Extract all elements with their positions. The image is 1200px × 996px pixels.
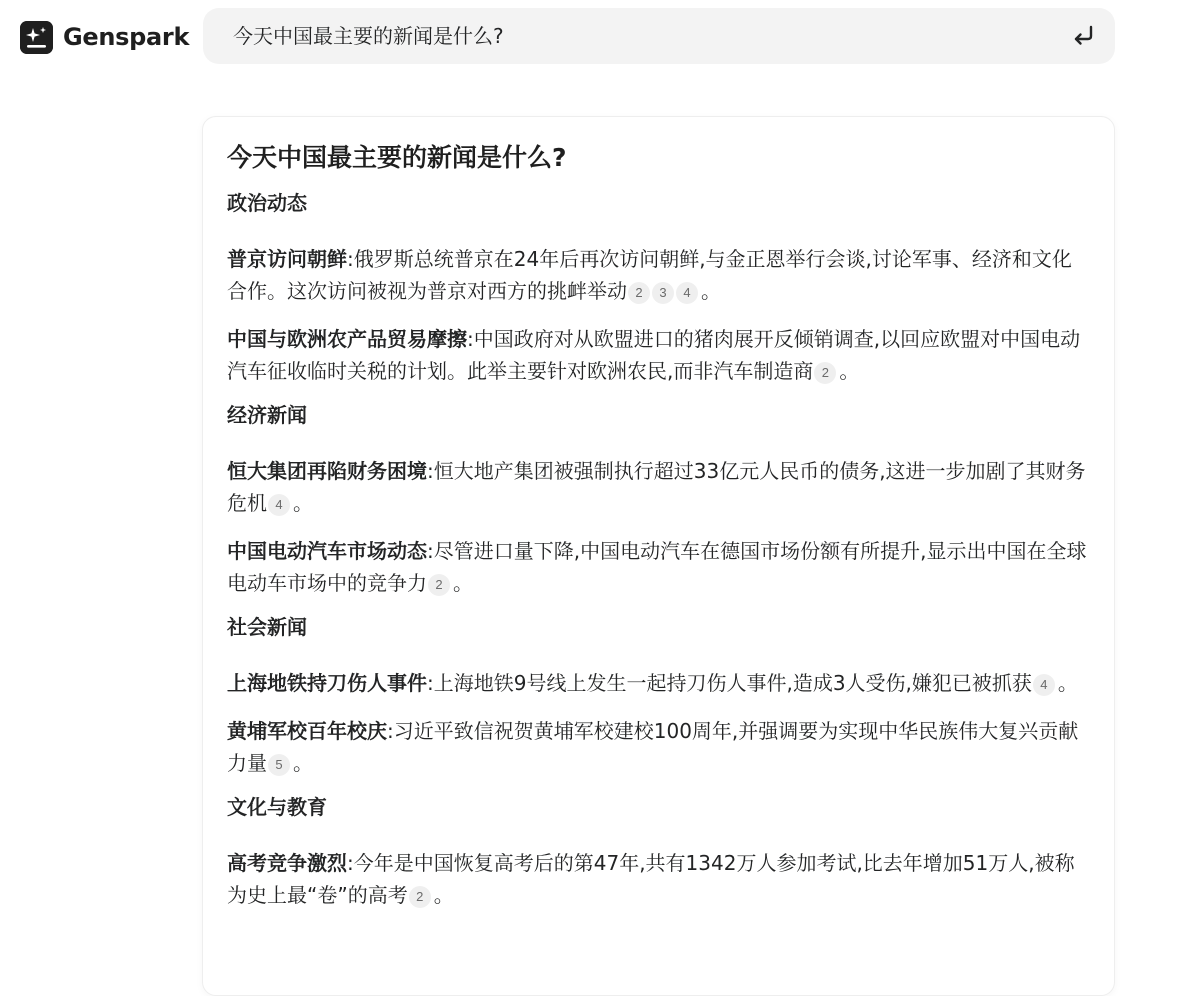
news-item — [227, 667, 1090, 699]
news-item-title: 黄埔军校百年校庆 — [227, 719, 387, 743]
answer-title: 今天中国最主要的新闻是什么? — [227, 143, 567, 172]
news-item-separator: : — [427, 539, 434, 563]
search-bar[interactable] — [203, 8, 1115, 64]
sparkle-logo-icon — [20, 21, 53, 54]
top-header — [0, 0, 1200, 80]
news-item-text: 恒大地产集团被强制执行超过33亿元人民币的债务,这进一步加剧了其财务危机 — [227, 459, 1086, 515]
news-item-text: 上海地铁9号线上发生一起持刀伤人事件,造成3人受伤,嫌犯已被抓获 — [433, 671, 1032, 695]
brand-name: Genspark — [63, 23, 190, 51]
news-item-title: 高考竞争激烈 — [227, 851, 347, 875]
answer-body — [227, 189, 1090, 911]
news-item-text: 尽管进口量下降,中国电动汽车在德国市场份额有所提升,显示出中国在全球电动车市场中的竞争力 — [227, 539, 1087, 595]
news-item-separator: : — [347, 851, 354, 875]
news-item — [227, 715, 1090, 779]
news-item — [227, 847, 1090, 911]
news-item-title: 中国电动汽车市场动态 — [227, 539, 427, 563]
news-item-title: 中国与欧洲农产品贸易摩擦 — [227, 327, 467, 351]
section-heading: 社会新闻 — [227, 615, 307, 639]
enter-return-icon[interactable] — [1069, 22, 1097, 50]
citation-badge[interactable]: 4 — [676, 282, 698, 304]
news-item-end: 。 — [453, 571, 473, 595]
answer-card — [202, 116, 1115, 996]
citation-badge[interactable]: 4 — [268, 494, 290, 516]
citation-badge[interactable]: 4 — [1033, 674, 1055, 696]
section-heading: 经济新闻 — [227, 403, 307, 427]
news-item-end: 。 — [1057, 671, 1078, 695]
citation-badge[interactable]: 2 — [409, 886, 431, 908]
news-item-text: 俄罗斯总统普京在24年后再次访问朝鲜,与金正恩举行会谈,讨论军事、经济和文化合作。这次访问被视为普京对西方的挑衅举动 — [227, 247, 1072, 303]
citation-badge[interactable]: 2 — [628, 282, 650, 304]
citation-badge[interactable]: 2 — [428, 574, 450, 596]
news-item-separator: : — [387, 719, 394, 743]
news-item-text: 习近平致信祝贺黄埔军校建校100周年,并强调要为实现中华民族伟大复兴贡献力量 — [227, 719, 1079, 775]
news-item-title: 上海地铁持刀伤人事件 — [227, 671, 427, 695]
brand[interactable] — [20, 20, 189, 54]
news-item-end: 。 — [839, 359, 860, 383]
news-item-separator: : — [467, 327, 474, 351]
news-item-title: 普京访问朝鲜 — [227, 247, 347, 271]
citation-badge[interactable]: 3 — [652, 282, 674, 304]
search-query-text[interactable]: 今天中国最主要的新闻是什么? — [233, 24, 504, 48]
news-item — [227, 455, 1090, 519]
news-item-end: 。 — [293, 491, 313, 515]
news-item-end: 。 — [293, 751, 313, 775]
news-item — [227, 323, 1090, 387]
section-heading: 文化与教育 — [227, 795, 327, 819]
news-item-separator: : — [427, 459, 434, 483]
citation-badge[interactable]: 2 — [814, 362, 836, 384]
section-heading: 政治动态 — [227, 191, 307, 215]
news-item — [227, 243, 1090, 307]
news-item-text: 今年是中国恢复高考后的第47年,共有1342万人参加考试,比去年增加51万人,被称为史上最“卷”的高考 — [227, 851, 1075, 907]
news-item-title: 恒大集团再陷财务困境 — [227, 459, 427, 483]
citation-badge[interactable]: 5 — [268, 754, 290, 776]
news-item-end: 。 — [433, 883, 454, 907]
news-item-separator: : — [427, 671, 434, 695]
news-item — [227, 535, 1090, 599]
news-item-text: 中国政府对从欧盟进口的猪肉展开反倾销调查,以回应欧盟对中国电动汽车征收临时关税的计划。此举主要针对欧洲农民,而非汽车制造商 — [227, 327, 1081, 383]
news-item-end: 。 — [701, 279, 721, 303]
news-item-separator: : — [347, 247, 354, 271]
